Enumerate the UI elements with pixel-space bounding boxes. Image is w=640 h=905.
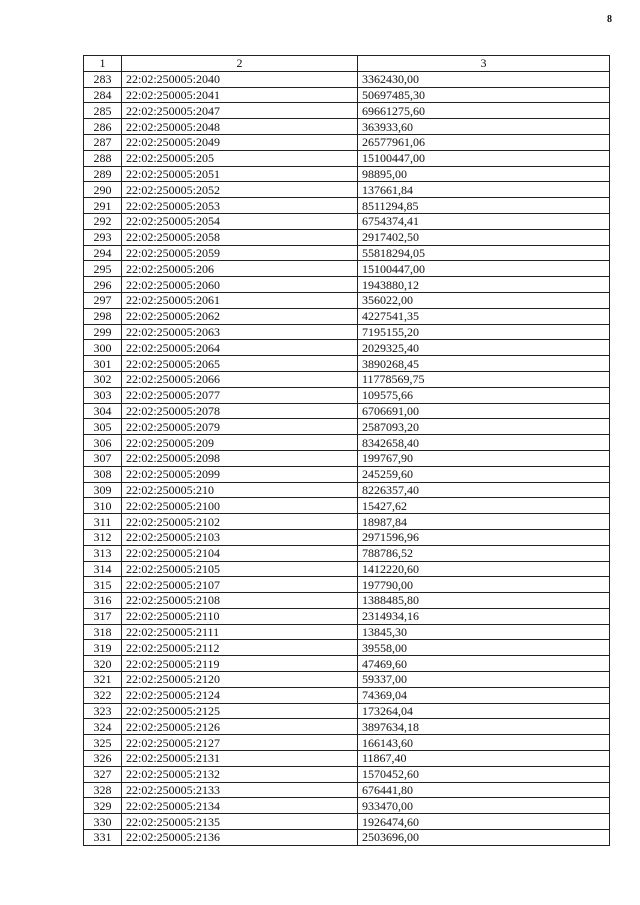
value-cell: 676441,80 bbox=[358, 782, 610, 798]
value-cell: 1943880,12 bbox=[358, 277, 610, 293]
table-row bbox=[84, 798, 610, 814]
cadastral-number-cell: 22:02:250005:2099 bbox=[122, 466, 358, 482]
table-row bbox=[84, 545, 610, 561]
table-row bbox=[84, 735, 610, 751]
value-cell: 2029325,40 bbox=[358, 340, 610, 356]
value-cell: 3897634,18 bbox=[358, 719, 610, 735]
table-row bbox=[84, 261, 610, 277]
row-number-cell: 316 bbox=[84, 593, 122, 609]
cadastral-number-cell: 22:02:250005:2112 bbox=[122, 640, 358, 656]
table-row bbox=[84, 561, 610, 577]
row-number-cell: 315 bbox=[84, 577, 122, 593]
value-cell: 74369,04 bbox=[358, 687, 610, 703]
cadastral-number-cell: 22:02:250005:2078 bbox=[122, 403, 358, 419]
value-cell: 363933,60 bbox=[358, 119, 610, 135]
row-number-cell: 311 bbox=[84, 514, 122, 530]
row-number-cell: 313 bbox=[84, 545, 122, 561]
cadastral-number-cell: 22:02:250005:2041 bbox=[122, 87, 358, 103]
cadastral-number-cell: 22:02:250005:2100 bbox=[122, 498, 358, 514]
cadastral-number-cell: 22:02:250005:2048 bbox=[122, 119, 358, 135]
row-number-cell: 296 bbox=[84, 277, 122, 293]
table-row bbox=[84, 466, 610, 482]
value-cell: 245259,60 bbox=[358, 466, 610, 482]
row-number-cell: 294 bbox=[84, 245, 122, 261]
table-row bbox=[84, 87, 610, 103]
cadastral-number-cell: 22:02:250005:2049 bbox=[122, 134, 358, 150]
value-cell: 69661275,60 bbox=[358, 103, 610, 119]
row-number-cell: 298 bbox=[84, 308, 122, 324]
value-cell: 109575,66 bbox=[358, 387, 610, 403]
value-cell: 197790,00 bbox=[358, 577, 610, 593]
table-row bbox=[84, 213, 610, 229]
cadastral-number-cell: 22:02:250005:2077 bbox=[122, 387, 358, 403]
row-number-cell: 283 bbox=[84, 71, 122, 87]
table-row bbox=[84, 608, 610, 624]
table-row bbox=[84, 577, 610, 593]
value-cell: 11778569,75 bbox=[358, 371, 610, 387]
table-row bbox=[84, 703, 610, 719]
row-number-cell: 317 bbox=[84, 608, 122, 624]
value-cell: 173264,04 bbox=[358, 703, 610, 719]
value-cell: 2971596,96 bbox=[358, 529, 610, 545]
cadastral-number-cell: 22:02:250005:2110 bbox=[122, 608, 358, 624]
cadastral-number-cell: 22:02:250005:2061 bbox=[122, 292, 358, 308]
cadastral-number-cell: 22:02:250005:2107 bbox=[122, 577, 358, 593]
table-row bbox=[84, 593, 610, 609]
row-number-cell: 300 bbox=[84, 340, 122, 356]
value-cell: 356022,00 bbox=[358, 292, 610, 308]
cadastral-number-cell: 22:02:250005:2105 bbox=[122, 561, 358, 577]
row-number-cell: 293 bbox=[84, 229, 122, 245]
row-number-cell: 302 bbox=[84, 371, 122, 387]
cadastral-number-cell: 22:02:250005:2062 bbox=[122, 308, 358, 324]
value-cell: 50697485,30 bbox=[358, 87, 610, 103]
cadastral-number-cell: 22:02:250005:2135 bbox=[122, 814, 358, 830]
row-number-cell: 310 bbox=[84, 498, 122, 514]
row-number-cell: 309 bbox=[84, 482, 122, 498]
page-number: 8 bbox=[607, 14, 612, 25]
table-row bbox=[84, 751, 610, 767]
cadastral-number-cell: 22:02:250005:2098 bbox=[122, 450, 358, 466]
value-cell: 55818294,05 bbox=[358, 245, 610, 261]
header-col-cadastral-number: 2 bbox=[122, 56, 358, 72]
table-row bbox=[84, 324, 610, 340]
row-number-cell: 320 bbox=[84, 656, 122, 672]
table-row bbox=[84, 292, 610, 308]
value-cell: 1388485,80 bbox=[358, 593, 610, 609]
header-col-value: 3 bbox=[358, 56, 610, 72]
table-row bbox=[84, 166, 610, 182]
cadastral-number-cell: 22:02:250005:2134 bbox=[122, 798, 358, 814]
table-row bbox=[84, 435, 610, 451]
value-cell: 1412220,60 bbox=[358, 561, 610, 577]
cadastral-number-cell: 22:02:250005:206 bbox=[122, 261, 358, 277]
cadastral-number-cell: 22:02:250005:2065 bbox=[122, 356, 358, 372]
cadastral-number-cell: 22:02:250005:2124 bbox=[122, 687, 358, 703]
row-number-cell: 331 bbox=[84, 830, 122, 846]
table-row bbox=[84, 672, 610, 688]
header-row bbox=[84, 56, 610, 72]
table-row bbox=[84, 766, 610, 782]
row-number-cell: 285 bbox=[84, 103, 122, 119]
table-row bbox=[84, 340, 610, 356]
cadastral-number-cell: 22:02:250005:2064 bbox=[122, 340, 358, 356]
row-number-cell: 307 bbox=[84, 450, 122, 466]
table-row bbox=[84, 656, 610, 672]
row-number-cell: 324 bbox=[84, 719, 122, 735]
table-row bbox=[84, 103, 610, 119]
value-cell: 15100447,00 bbox=[358, 150, 610, 166]
table-row bbox=[84, 814, 610, 830]
table-row bbox=[84, 419, 610, 435]
cadastral-number-cell: 22:02:250005:2060 bbox=[122, 277, 358, 293]
table-row bbox=[84, 119, 610, 135]
cadastral-number-cell: 22:02:250005:210 bbox=[122, 482, 358, 498]
row-number-cell: 321 bbox=[84, 672, 122, 688]
cadastral-value-table bbox=[83, 55, 610, 846]
cadastral-number-cell: 22:02:250005:2126 bbox=[122, 719, 358, 735]
row-number-cell: 318 bbox=[84, 624, 122, 640]
table-row bbox=[84, 198, 610, 214]
row-number-cell: 322 bbox=[84, 687, 122, 703]
cadastral-number-cell: 22:02:250005:2066 bbox=[122, 371, 358, 387]
cadastral-number-cell: 22:02:250005:2063 bbox=[122, 324, 358, 340]
row-number-cell: 290 bbox=[84, 182, 122, 198]
table-row bbox=[84, 371, 610, 387]
row-number-cell: 325 bbox=[84, 735, 122, 751]
table-row bbox=[84, 624, 610, 640]
table-row bbox=[84, 498, 610, 514]
table-row bbox=[84, 387, 610, 403]
row-number-cell: 301 bbox=[84, 356, 122, 372]
table-row bbox=[84, 514, 610, 530]
cadastral-number-cell: 22:02:250005:2079 bbox=[122, 419, 358, 435]
cadastral-number-cell: 22:02:250005:2125 bbox=[122, 703, 358, 719]
value-cell: 39558,00 bbox=[358, 640, 610, 656]
table-row bbox=[84, 245, 610, 261]
table-row bbox=[84, 640, 610, 656]
row-number-cell: 289 bbox=[84, 166, 122, 182]
cadastral-number-cell: 22:02:250005:2040 bbox=[122, 71, 358, 87]
row-number-cell: 299 bbox=[84, 324, 122, 340]
row-number-cell: 314 bbox=[84, 561, 122, 577]
table-row bbox=[84, 529, 610, 545]
value-cell: 2587093,20 bbox=[358, 419, 610, 435]
table-row bbox=[84, 830, 610, 846]
cadastral-number-cell: 22:02:250005:209 bbox=[122, 435, 358, 451]
value-cell: 3362430,00 bbox=[358, 71, 610, 87]
table-row bbox=[84, 182, 610, 198]
table-row bbox=[84, 277, 610, 293]
value-cell: 8342658,40 bbox=[358, 435, 610, 451]
table-row bbox=[84, 687, 610, 703]
value-cell: 8511294,85 bbox=[358, 198, 610, 214]
row-number-cell: 295 bbox=[84, 261, 122, 277]
header-col-number: 1 bbox=[84, 56, 122, 72]
value-cell: 1570452,60 bbox=[358, 766, 610, 782]
row-number-cell: 326 bbox=[84, 751, 122, 767]
value-cell: 3890268,45 bbox=[358, 356, 610, 372]
cadastral-number-cell: 22:02:250005:2103 bbox=[122, 529, 358, 545]
cadastral-number-cell: 22:02:250005:2108 bbox=[122, 593, 358, 609]
table-row bbox=[84, 71, 610, 87]
table-row bbox=[84, 403, 610, 419]
value-cell: 1926474,60 bbox=[358, 814, 610, 830]
table-row bbox=[84, 356, 610, 372]
row-number-cell: 288 bbox=[84, 150, 122, 166]
cadastral-number-cell: 22:02:250005:2051 bbox=[122, 166, 358, 182]
row-number-cell: 308 bbox=[84, 466, 122, 482]
cadastral-number-cell: 22:02:250005:2052 bbox=[122, 182, 358, 198]
row-number-cell: 330 bbox=[84, 814, 122, 830]
value-cell: 98895,00 bbox=[358, 166, 610, 182]
cadastral-number-cell: 22:02:250005:2054 bbox=[122, 213, 358, 229]
value-cell: 7195155,20 bbox=[358, 324, 610, 340]
value-cell: 11867,40 bbox=[358, 751, 610, 767]
value-cell: 47469,60 bbox=[358, 656, 610, 672]
cadastral-number-cell: 22:02:250005:2047 bbox=[122, 103, 358, 119]
row-number-cell: 329 bbox=[84, 798, 122, 814]
row-number-cell: 284 bbox=[84, 87, 122, 103]
row-number-cell: 291 bbox=[84, 198, 122, 214]
table-row bbox=[84, 782, 610, 798]
cadastral-number-cell: 22:02:250005:2131 bbox=[122, 751, 358, 767]
value-cell: 18987,84 bbox=[358, 514, 610, 530]
table-row bbox=[84, 450, 610, 466]
table-row bbox=[84, 150, 610, 166]
cadastral-number-cell: 22:02:250005:2053 bbox=[122, 198, 358, 214]
row-number-cell: 304 bbox=[84, 403, 122, 419]
table-row bbox=[84, 308, 610, 324]
cadastral-number-cell: 22:02:250005:2133 bbox=[122, 782, 358, 798]
cadastral-number-cell: 22:02:250005:2059 bbox=[122, 245, 358, 261]
table-row bbox=[84, 482, 610, 498]
value-cell: 15100447,00 bbox=[358, 261, 610, 277]
table-header bbox=[84, 56, 610, 72]
row-number-cell: 297 bbox=[84, 292, 122, 308]
cadastral-number-cell: 22:02:250005:2127 bbox=[122, 735, 358, 751]
cadastral-number-cell: 22:02:250005:2120 bbox=[122, 672, 358, 688]
row-number-cell: 312 bbox=[84, 529, 122, 545]
cadastral-number-cell: 22:02:250005:2119 bbox=[122, 656, 358, 672]
row-number-cell: 327 bbox=[84, 766, 122, 782]
value-cell: 166143,60 bbox=[358, 735, 610, 751]
value-cell: 2917402,50 bbox=[358, 229, 610, 245]
value-cell: 6754374,41 bbox=[358, 213, 610, 229]
value-cell: 2314934,16 bbox=[358, 608, 610, 624]
cadastral-number-cell: 22:02:250005:2136 bbox=[122, 830, 358, 846]
row-number-cell: 328 bbox=[84, 782, 122, 798]
value-cell: 13845,30 bbox=[358, 624, 610, 640]
row-number-cell: 305 bbox=[84, 419, 122, 435]
value-cell: 933470,00 bbox=[358, 798, 610, 814]
row-number-cell: 292 bbox=[84, 213, 122, 229]
cadastral-number-cell: 22:02:250005:2102 bbox=[122, 514, 358, 530]
value-cell: 6706691,00 bbox=[358, 403, 610, 419]
row-number-cell: 303 bbox=[84, 387, 122, 403]
cadastral-number-cell: 22:02:250005:2111 bbox=[122, 624, 358, 640]
value-cell: 199767,90 bbox=[358, 450, 610, 466]
row-number-cell: 306 bbox=[84, 435, 122, 451]
value-cell: 8226357,40 bbox=[358, 482, 610, 498]
value-cell: 2503696,00 bbox=[358, 830, 610, 846]
table-body bbox=[84, 71, 610, 845]
value-cell: 4227541,35 bbox=[358, 308, 610, 324]
cadastral-number-cell: 22:02:250005:2132 bbox=[122, 766, 358, 782]
row-number-cell: 319 bbox=[84, 640, 122, 656]
table-row bbox=[84, 134, 610, 150]
value-cell: 15427,62 bbox=[358, 498, 610, 514]
cadastral-number-cell: 22:02:250005:2104 bbox=[122, 545, 358, 561]
value-cell: 26577961,06 bbox=[358, 134, 610, 150]
value-cell: 788786,52 bbox=[358, 545, 610, 561]
cadastral-number-cell: 22:02:250005:2058 bbox=[122, 229, 358, 245]
table-row bbox=[84, 229, 610, 245]
row-number-cell: 287 bbox=[84, 134, 122, 150]
row-number-cell: 286 bbox=[84, 119, 122, 135]
table-row bbox=[84, 719, 610, 735]
value-cell: 137661,84 bbox=[358, 182, 610, 198]
cadastral-number-cell: 22:02:250005:205 bbox=[122, 150, 358, 166]
value-cell: 59337,00 bbox=[358, 672, 610, 688]
row-number-cell: 323 bbox=[84, 703, 122, 719]
